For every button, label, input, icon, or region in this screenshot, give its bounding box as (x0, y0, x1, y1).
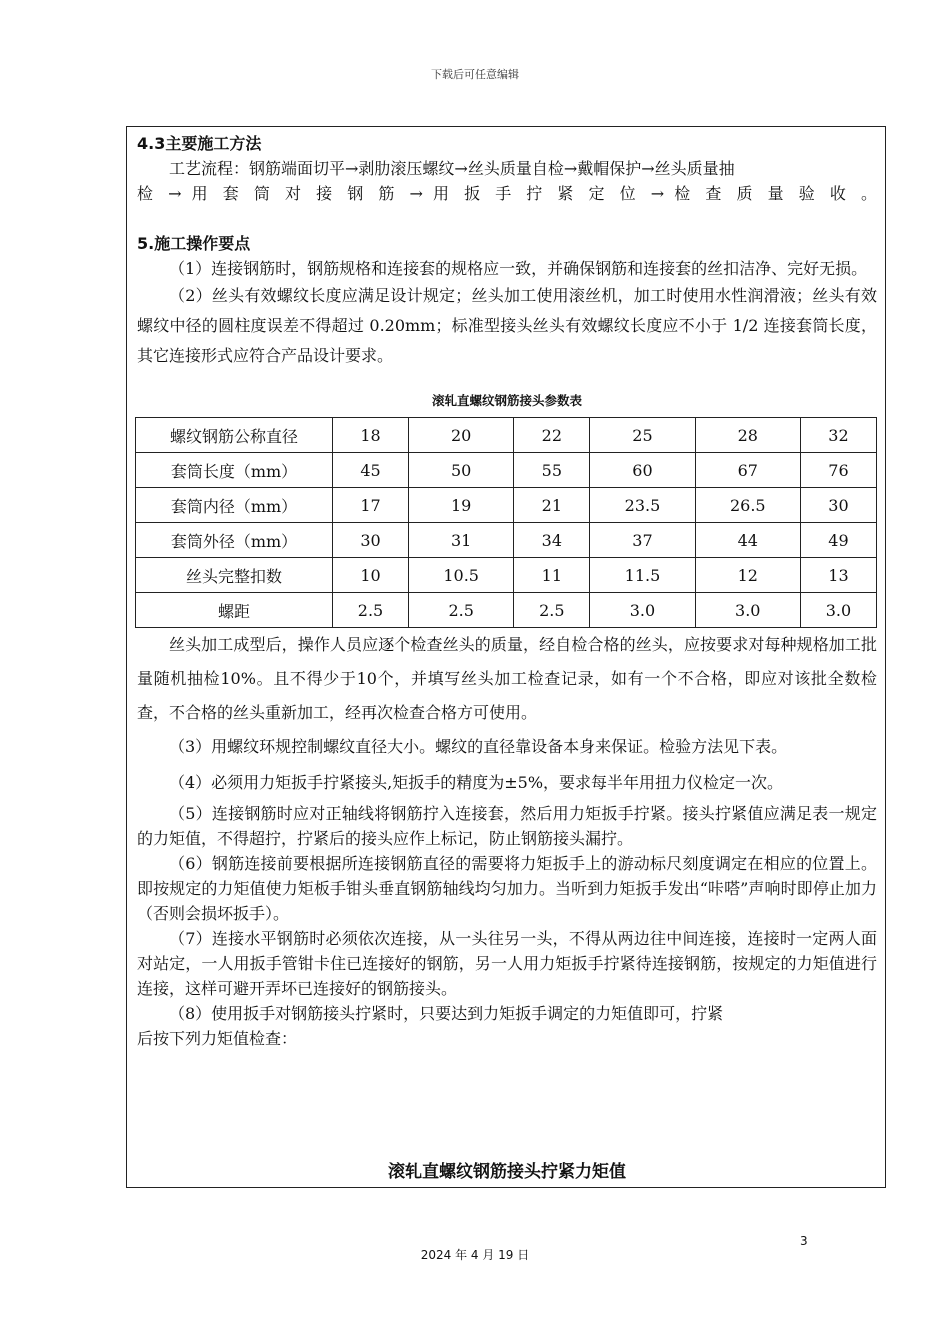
page-number: 3 (800, 1234, 808, 1248)
table-cell: 2.5 (333, 593, 409, 628)
table-cell: 10.5 (409, 558, 514, 593)
table-cell: 44 (695, 523, 800, 558)
table-cell: 21 (514, 488, 590, 523)
table-cell: 17 (333, 488, 409, 523)
row-label: 套筒长度（mm） (136, 453, 333, 488)
table-row (136, 488, 877, 523)
row-label: 套筒内径（mm） (136, 488, 333, 523)
table-cell: 3.0 (695, 593, 800, 628)
table-cell: 10 (333, 558, 409, 593)
table-cell: 22 (514, 418, 590, 453)
after-table-paragraph: 丝头加工成型后，操作人员应逐个检查丝头的质量，经自检合格的丝头，应按要求对每种规格加工批量随机抽检10%。且不得少于10个，并填写丝头加工检查记录，如有一个不合格，即应对该批全数检查，不合格的丝头重新加工，经再次检查合格方可使用。 (137, 635, 877, 722)
table-row (136, 523, 877, 558)
item-2: （2）丝头有效螺纹长度应满足设计规定；丝头加工使用滚丝机，加工时使用水性润滑液；丝头有效螺纹中径的圆柱度误差不得超过 0.20mm；标准型接头丝头有效螺纹长度应不小于 1/2 连接套筒长度，其它连接形式应符合产品设计要求。 (137, 286, 877, 365)
item-3: （3）用螺纹环规控制螺纹直径大小。螺纹的直径靠设备本身来保证。检验方法见下表。 (169, 737, 788, 756)
footer-date: 2024 年 4 月 19 日 (420, 1248, 530, 1262)
table-cell: 3.0 (800, 593, 876, 628)
table-cell: 3.0 (590, 593, 695, 628)
table-row (136, 593, 877, 628)
table-cell: 30 (333, 523, 409, 558)
section-4-3-title: 4.3主要施工方法 (137, 134, 262, 153)
table-row (136, 453, 877, 488)
document-content (137, 132, 877, 1051)
item-6: （6）钢筋连接前要根据所连接钢筋直径的需要将力矩扳手上的游动标尺刻度调定在相应的位置上。即按规定的力矩值使力矩板手钳头垂直钢筋轴线均匀加力。当听到力矩扳手发出“咔嗒”声响时即停止加力（否则会损坏扳手）。 (137, 854, 877, 923)
section-5-title: 5.施工操作要点 (137, 234, 251, 253)
table-cell: 76 (800, 453, 876, 488)
table-cell: 50 (409, 453, 514, 488)
table-cell: 60 (590, 453, 695, 488)
table-cell: 55 (514, 453, 590, 488)
item-7: （7）连接水平钢筋时必须依次连接，从一头往另一头，不得从两边往中间连接，连接时一定两人面对站定，一人用扳手管钳卡住已连接好的钢筋，另一人用力矩扳手拧紧待连接钢筋，按规定的力矩值进行连接，这样可避开弄坏已连接好的钢筋接头。 (137, 929, 877, 998)
row-label: 螺纹钢筋公称直径 (136, 418, 333, 453)
table-cell: 37 (590, 523, 695, 558)
table-cell: 2.5 (409, 593, 514, 628)
header-note: 下载后可任意编辑 (431, 68, 519, 81)
table-cell: 49 (800, 523, 876, 558)
param-table (135, 417, 877, 628)
row-label: 套筒外径（mm） (136, 523, 333, 558)
row-label: 螺距 (136, 593, 333, 628)
torque-table-title: 滚轧直螺纹钢筋接头拧紧力矩值 (388, 1162, 626, 1182)
table-cell: 12 (695, 558, 800, 593)
item-1: （1）连接钢筋时，钢筋规格和连接套的规格应一致，并确保钢筋和连接套的丝扣洁净、完好无损。 (169, 259, 868, 278)
table-cell: 25 (590, 418, 695, 453)
table-cell: 23.5 (590, 488, 695, 523)
table-cell: 13 (800, 558, 876, 593)
table-cell: 34 (514, 523, 590, 558)
process-line-2: 检 → 用 套 筒 对 接 钢 筋 → 用 扳 手 拧 紧 定 位 → 检 查 质 量 验 收 。 (137, 184, 877, 203)
param-table-caption: 滚轧直螺纹钢筋接头参数表 (431, 393, 582, 408)
item-4: （4）必须用力矩扳手拧紧接头,矩扳手的精度为±5%，要求每半年用扭力仪检定一次。 (169, 773, 784, 792)
item-8-line-2: 后按下列力矩值检查： (137, 1029, 298, 1048)
table-cell: 18 (333, 418, 409, 453)
document-frame (126, 126, 886, 1188)
table-cell: 26.5 (695, 488, 800, 523)
table-cell: 11 (514, 558, 590, 593)
item-5: （5）连接钢筋时应对正轴线将钢筋拧入连接套，然后用力矩扳手拧紧。接头拧紧值应满足表一规定的力矩值，不得超拧，拧紧后的接头应作上标记，防止钢筋接头漏拧。 (137, 804, 877, 848)
table-cell: 45 (333, 453, 409, 488)
table-cell: 28 (695, 418, 800, 453)
process-line-1: 工艺流程：钢筋端面切平→剥肋滚压螺纹→丝头质量自检→戴帽保护→丝头质量抽 (169, 159, 735, 178)
table-cell: 11.5 (590, 558, 695, 593)
table-row (136, 418, 877, 453)
table-row (136, 558, 877, 593)
table-cell: 20 (409, 418, 514, 453)
table-cell: 2.5 (514, 593, 590, 628)
table-cell: 19 (409, 488, 514, 523)
item-8-line-1: （8）使用扳手对钢筋接头拧紧时，只要达到力矩扳手调定的力矩值即可，拧紧 (169, 1004, 724, 1023)
table-cell: 30 (800, 488, 876, 523)
row-label: 丝头完整扣数 (136, 558, 333, 593)
table-cell: 67 (695, 453, 800, 488)
table-cell: 31 (409, 523, 514, 558)
table-cell: 32 (800, 418, 876, 453)
